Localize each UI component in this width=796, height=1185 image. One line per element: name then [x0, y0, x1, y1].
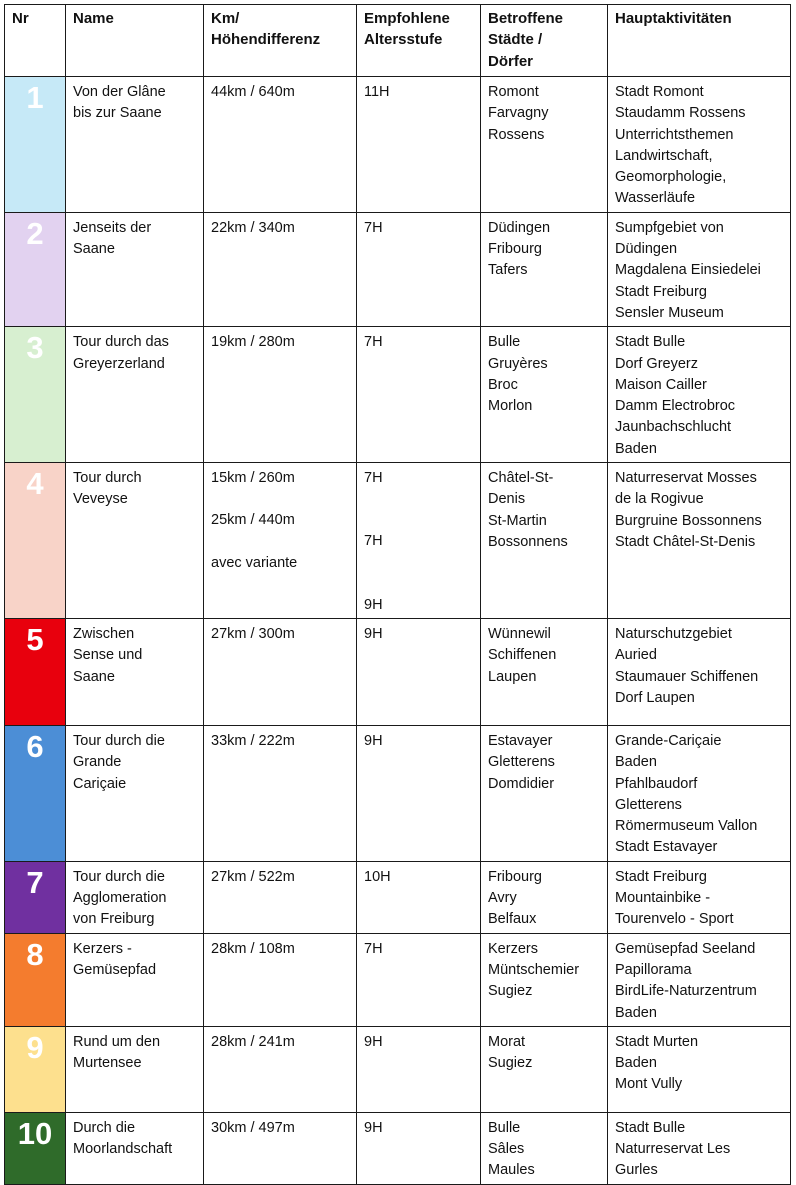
- route-name-line: Agglomeration: [73, 890, 167, 907]
- activity-line: de la Rogivue: [615, 491, 704, 508]
- route-age: [357, 1112, 481, 1184]
- age-line: 9H: [364, 732, 383, 749]
- header-km: Km/ Höhendifferenz: [204, 5, 357, 77]
- activity-line: Stadt Romont: [615, 84, 704, 100]
- distance-line: 28km / 241m: [211, 1033, 295, 1050]
- route-name-line: Tour durch die: [73, 868, 165, 885]
- distance-line: 27km / 522m: [211, 868, 295, 885]
- route-number: 4: [5, 463, 66, 619]
- activity-line: Maison Cailler: [615, 376, 707, 393]
- activity-line: Stadt Freiburg: [615, 283, 707, 300]
- route-towns: [481, 725, 608, 861]
- table-row: [5, 212, 791, 326]
- table-row: [5, 77, 791, 213]
- age-line: 10H: [364, 868, 391, 885]
- age-line: 9H: [364, 596, 383, 613]
- activity-line: Gletterens: [615, 796, 682, 813]
- age-line: 11H: [364, 84, 390, 100]
- table-row: [5, 933, 791, 1026]
- activity-line: Mont Vully: [615, 1076, 683, 1093]
- town-line: Maules: [488, 1162, 535, 1179]
- town-line: Rossens: [488, 126, 545, 143]
- route-name-line: Moorlandschaft: [73, 1141, 173, 1158]
- route-name-line: Saane: [73, 668, 115, 685]
- route-activities: [608, 725, 791, 861]
- table-row: [5, 861, 791, 933]
- table-row: [5, 725, 791, 861]
- route-name: [66, 463, 204, 619]
- town-line: Kerzers: [488, 940, 538, 957]
- activity-line: Sumpfgebiet von: [615, 219, 724, 236]
- town-line: Châtel-St-: [488, 470, 554, 487]
- route-activities: [608, 1026, 791, 1112]
- route-name: [66, 1026, 204, 1112]
- route-distance: [204, 933, 357, 1026]
- activity-line: Naturschutzgebiet: [615, 625, 732, 642]
- activity-line: Baden: [615, 440, 657, 457]
- activity-line: Baden: [615, 754, 657, 771]
- activity-line: Naturreservat Mosses: [615, 470, 757, 487]
- route-name-line: bis zur Saane: [73, 105, 162, 122]
- town-line: Tafers: [488, 262, 528, 279]
- table-row: [5, 463, 791, 619]
- activity-line: Burgruine Bossonnens: [615, 512, 762, 529]
- route-towns: [481, 463, 608, 619]
- route-age: [357, 618, 481, 725]
- route-age: [357, 1026, 481, 1112]
- town-line: Schiffenen: [488, 647, 557, 664]
- activity-line: Geomorphologie,: [615, 169, 727, 186]
- route-name-line: Tour durch die: [73, 732, 165, 749]
- route-towns: [481, 77, 608, 213]
- town-line: Estavayer: [488, 732, 553, 749]
- route-number: 1: [5, 77, 66, 213]
- route-activities: [608, 933, 791, 1026]
- route-name-line: Veveyse: [73, 491, 128, 508]
- header-name: Name: [66, 5, 204, 77]
- activity-line: Dorf Laupen: [615, 689, 695, 706]
- route-number: 9: [5, 1026, 66, 1112]
- route-name: [66, 933, 204, 1026]
- activity-line: Stadt Freiburg: [615, 868, 707, 885]
- route-distance: [204, 77, 357, 213]
- route-name-line: Von der Glâne: [73, 84, 166, 100]
- town-line: Düdingen: [488, 219, 551, 236]
- activity-line: Staumauer Schiffenen: [615, 668, 759, 685]
- town-line: St-Martin: [488, 512, 547, 529]
- activity-line: Stadt Bulle: [615, 334, 686, 351]
- distance-line: 30km / 497m: [211, 1119, 295, 1136]
- route-activities: [608, 618, 791, 725]
- activity-line: Naturreservat Les: [615, 1141, 731, 1158]
- route-name-line: Tour durch das: [73, 334, 169, 351]
- activity-line: Mountainbike -: [615, 890, 711, 907]
- route-number: 6: [5, 725, 66, 861]
- activity-line: Unterrichtsthemen: [615, 126, 734, 143]
- route-name: [66, 725, 204, 861]
- age-line: 7H: [364, 940, 383, 957]
- distance-line: 33km / 222m: [211, 732, 295, 749]
- route-age: [357, 725, 481, 861]
- route-towns: [481, 212, 608, 326]
- distance-line: 22km / 340m: [211, 219, 295, 236]
- header-towns: Betroffene Städte / Dörfer: [481, 5, 608, 77]
- route-name: [66, 77, 204, 213]
- distance-line: 28km / 108m: [211, 940, 295, 957]
- town-line: Laupen: [488, 668, 537, 685]
- town-line: Fribourg: [488, 241, 542, 258]
- route-distance: [204, 1112, 357, 1184]
- activity-line: Dorf Greyerz: [615, 355, 698, 372]
- route-distance: [204, 463, 357, 619]
- route-name: [66, 327, 204, 463]
- table-row: [5, 327, 791, 463]
- route-number: 3: [5, 327, 66, 463]
- town-line: Sâles: [488, 1141, 525, 1158]
- route-distance: [204, 1026, 357, 1112]
- town-line: Sugiez: [488, 1055, 533, 1072]
- route-name: [66, 618, 204, 725]
- route-number: 5: [5, 618, 66, 725]
- route-activities: [608, 463, 791, 619]
- route-towns: [481, 861, 608, 933]
- excursion-table: [4, 4, 791, 1185]
- route-age: [357, 463, 481, 619]
- town-line: Romont: [488, 84, 539, 100]
- activity-line: Gurles: [615, 1162, 658, 1179]
- header-row: [5, 5, 791, 77]
- activity-line: Auried: [615, 647, 657, 664]
- route-name-line: Saane: [73, 241, 115, 258]
- route-name-line: Greyerzerland: [73, 355, 165, 372]
- route-activities: [608, 212, 791, 326]
- activity-line: Jaunbachschlucht: [615, 419, 732, 436]
- activity-line: Stadt Châtel-St-Denis: [615, 533, 756, 550]
- route-name-line: Grande: [73, 754, 122, 771]
- header-nr: Nr: [5, 5, 66, 77]
- activity-line: Römermuseum Vallon: [615, 818, 758, 835]
- activity-line: Baden: [615, 1055, 657, 1072]
- age-line: 9H: [364, 1033, 383, 1050]
- route-name-line: Rund um den: [73, 1033, 161, 1050]
- route-towns: [481, 1026, 608, 1112]
- age-line: 7H: [364, 334, 383, 351]
- activity-line: Stadt Estavayer: [615, 839, 718, 856]
- town-line: Morat: [488, 1033, 526, 1050]
- route-name-line: Cariçaie: [73, 775, 127, 792]
- activity-line: Grande-Cariçaie: [615, 732, 722, 749]
- route-distance: [204, 725, 357, 861]
- route-towns: [481, 618, 608, 725]
- town-line: Domdidier: [488, 775, 555, 792]
- town-line: Gletterens: [488, 754, 555, 771]
- route-name-line: von Freiburg: [73, 911, 155, 928]
- route-name: [66, 212, 204, 326]
- town-line: Belfaux: [488, 911, 537, 928]
- route-distance: [204, 327, 357, 463]
- route-name-line: Zwischen: [73, 625, 135, 642]
- header-age: Empfohlene Altersstufe: [357, 5, 481, 77]
- route-towns: [481, 1112, 608, 1184]
- route-age: [357, 327, 481, 463]
- route-distance: [204, 212, 357, 326]
- route-age: [357, 212, 481, 326]
- town-line: Denis: [488, 491, 526, 508]
- distance-line: avec variante: [211, 554, 298, 571]
- table-row: [5, 1026, 791, 1112]
- town-line: Bossonnens: [488, 533, 568, 550]
- distance-line: 15km / 260m: [211, 470, 295, 487]
- table-row: [5, 618, 791, 725]
- distance-line: 44km / 640m: [211, 84, 295, 100]
- route-distance: [204, 861, 357, 933]
- route-activities: [608, 1112, 791, 1184]
- route-towns: [481, 327, 608, 463]
- route-activities: [608, 327, 791, 463]
- route-age: [357, 861, 481, 933]
- table-row: [5, 1112, 791, 1184]
- activity-line: Stadt Bulle: [615, 1119, 686, 1136]
- route-activities: [608, 77, 791, 213]
- activity-line: Düdingen: [615, 241, 678, 258]
- route-towns: [481, 933, 608, 1026]
- distance-line: 27km / 300m: [211, 625, 295, 642]
- route-name-line: Murtensee: [73, 1055, 142, 1072]
- town-line: Müntschemier: [488, 961, 580, 978]
- activity-line: Sensler Museum: [615, 304, 724, 321]
- distance-line: 25km / 440m: [211, 512, 295, 529]
- route-name: [66, 861, 204, 933]
- route-name-line: Tour durch: [73, 470, 142, 487]
- town-line: Wünnewil: [488, 625, 551, 642]
- route-age: [357, 933, 481, 1026]
- activity-line: Damm Electrobroc: [615, 398, 736, 415]
- town-line: Sugiez: [488, 983, 533, 1000]
- route-number: 2: [5, 212, 66, 326]
- age-line: 7H: [364, 470, 383, 487]
- route-name: [66, 1112, 204, 1184]
- route-name-line: Jenseits der: [73, 219, 152, 236]
- activity-line: BirdLife-Naturzentrum: [615, 983, 757, 1000]
- route-name-line: Gemüsepfad: [73, 961, 157, 978]
- age-line: 9H: [364, 1119, 383, 1136]
- town-line: Bulle: [488, 334, 521, 351]
- town-line: Gruyères: [488, 355, 548, 372]
- age-line: 7H: [364, 533, 383, 550]
- activity-line: Landwirtschaft,: [615, 147, 713, 164]
- town-line: Morlon: [488, 398, 533, 415]
- route-number: 7: [5, 861, 66, 933]
- activity-line: Tourenvelo - Sport: [615, 911, 734, 928]
- header-activities: Hauptaktivitäten: [608, 5, 791, 77]
- route-name-line: Kerzers -: [73, 940, 132, 957]
- town-line: Avry: [488, 890, 517, 907]
- activity-line: Staudamm Rossens: [615, 105, 746, 122]
- activity-line: Baden: [615, 1004, 657, 1021]
- route-name-line: Sense und: [73, 647, 143, 664]
- town-line: Farvagny: [488, 105, 549, 122]
- route-distance: [204, 618, 357, 725]
- town-line: Broc: [488, 376, 518, 393]
- age-line: 9H: [364, 625, 383, 642]
- activity-line: Pfahlbaudorf: [615, 775, 698, 792]
- town-line: Bulle: [488, 1119, 521, 1136]
- age-line: 7H: [364, 219, 383, 236]
- route-age: [357, 77, 481, 213]
- town-line: Fribourg: [488, 868, 542, 885]
- distance-line: 19km / 280m: [211, 334, 295, 351]
- route-activities: [608, 861, 791, 933]
- activity-line: Magdalena Einsiedelei: [615, 262, 761, 279]
- activity-line: Stadt Murten: [615, 1033, 699, 1050]
- activity-line: Wasserläufe: [615, 190, 696, 207]
- activity-line: Gemüsepfad Seeland: [615, 940, 756, 957]
- route-number: 8: [5, 933, 66, 1026]
- activity-line: Papillorama: [615, 961, 692, 978]
- route-number: 10: [5, 1112, 66, 1184]
- route-name-line: Durch die: [73, 1119, 136, 1136]
